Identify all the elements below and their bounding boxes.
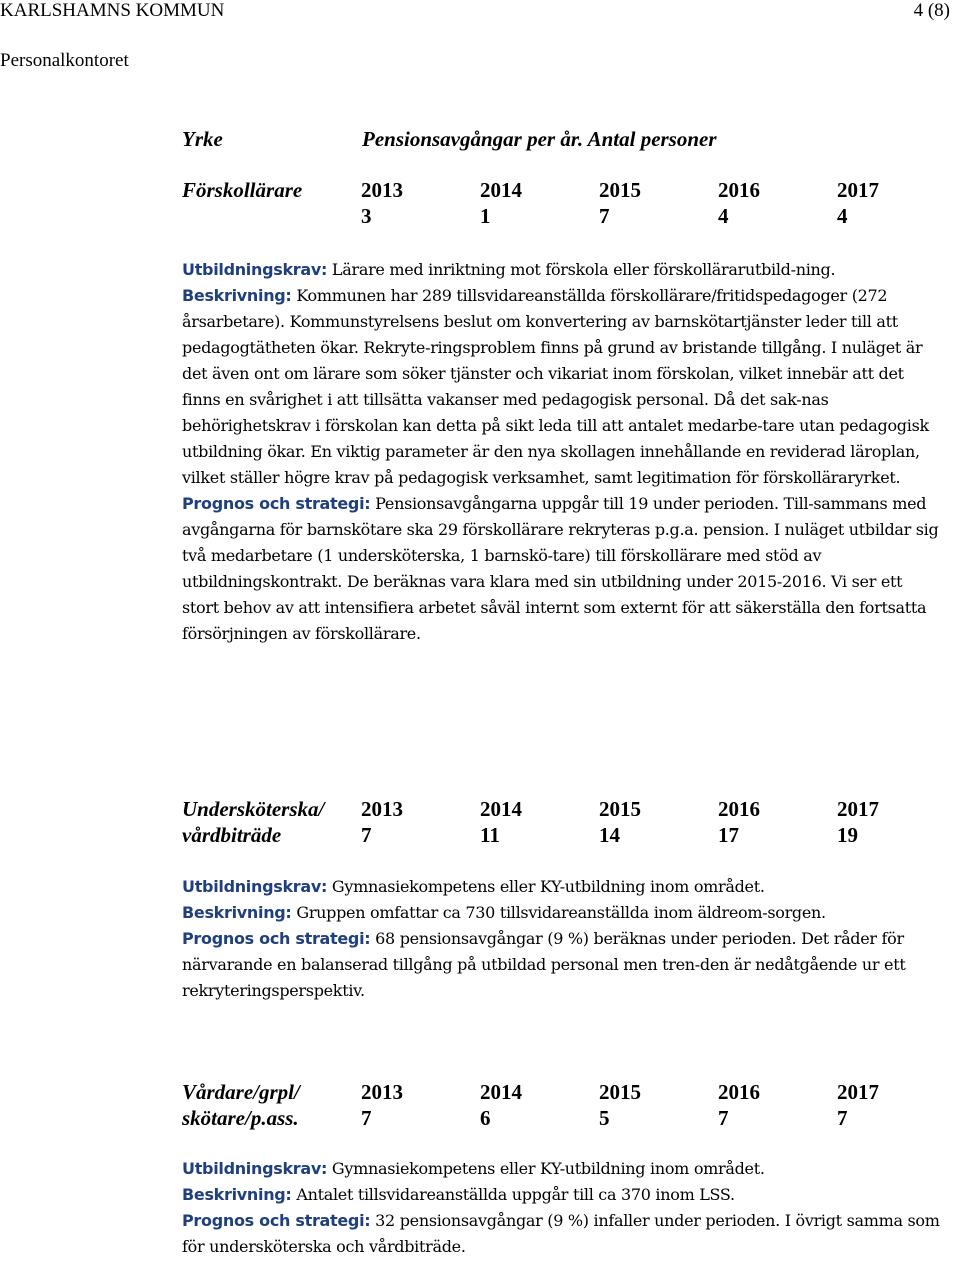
org-name: KARLSHAMNS KOMMUN [0,0,225,21]
section-body [182,1156,942,1260]
count-cell: 11 [480,823,500,847]
year-cell: 2017 [837,797,879,821]
prognos-label: Prognos och strategi: [182,494,371,513]
table-header [182,127,223,151]
beskrivning-label: Beskrivning: [182,286,292,305]
count-cell: 6 [480,1106,491,1130]
year-cell: 2014 [480,178,522,202]
count-cell: 4 [718,204,729,228]
prognos-label: Prognos och strategi: [182,929,371,948]
prognos-paragraph [182,1208,942,1260]
col-pension-label: Pensionsavgångar per år. Antal personer [362,127,717,151]
count-cell: 7 [361,1106,372,1130]
section-body [182,874,942,1004]
utbildningskrav-text: Lärare med inriktning mot förskola eller förskollärarutbild-ning. [327,260,836,279]
beskrivning-text: Gruppen omfattar ca 730 tillsvidareanställda inom äldreom-sorgen. [291,903,826,922]
beskrivning-text: Antalet tillsvidareanställda uppgår till ca 370 inom LSS. [291,1185,735,1204]
beskrivning-paragraph [182,1182,942,1208]
year-cell: 2015 [599,178,641,202]
year-cell: 2013 [361,797,403,821]
role-title: Undersköterska/ [182,797,325,821]
beskrivning-paragraph [182,283,942,491]
count-cell: 3 [361,204,372,228]
year-cell: 2014 [480,1080,522,1104]
beskrivning-paragraph [182,900,942,926]
prognos-label: Prognos och strategi: [182,1211,371,1230]
year-cell: 2015 [599,1080,641,1104]
count-cell: 4 [837,204,848,228]
year-cell: 2017 [837,178,879,202]
count-cell: 7 [718,1106,729,1130]
department: Personalkontoret [0,50,129,71]
year-cell: 2017 [837,1080,879,1104]
prognos-paragraph [182,491,942,647]
utbildningskrav-text: Gymnasiekompetens eller KY-utbildning inom området. [327,877,765,896]
prognos-text: 68 pensionsavgångar (9 %) beräknas under perioden. Det råder för närvarande en balanserad tillgång på utbildad personal men tren-den är nedåtgående ur ett rekryteringsperspektiv. [182,929,906,1000]
year-cell: 2014 [480,797,522,821]
beskrivning-text: Kommunen har 289 tillsvidareanställda förskollärare/fritidspedagoger (272 årsarbetare). Kommunstyrelsens beslut om konvertering av barnskötartjänster leder till att pedagogtätheten ökar. Rekryte-ringsproblem finns på grund av bristande tillgång. I nuläget är det även ont om lärare som söker tjänster och vikariat inom förskolan, vilket innebär att det finns en svårighet i att tillsätta vakanser med pedagogisk personal. Då det sak-nas behörighetskrav i förskolan kan detta på sikt leda till att antalet medarbe-tare utan pedagogisk utbildning ökar. En viktig parameter är den nya skollagen innehållande en reviderad läroplan, vilket ställer högre krav på pedagogisk verksamhet, samt legitimation för förskolläraryrket. [182,286,929,487]
year-cell: 2016 [718,797,760,821]
prognos-text: Pensionsavgångarna uppgår till 19 under perioden. Till-sammans med avgångarna för barnskötare ska 29 förskollärare rekryteras p.g.a. pension. I nuläget utbildar sig två medarbetare (1 undersköterska, 1 barnskö-tare) till förskollärare med stöd av utbildningskontrakt. De beräknas vara klara med sin utbildning under 2015-2016. Vi ser ett stort behov av att intensifiera arbetet såväl internt som externt för att säkerställa den fortsatta försörjningen av förskollärare. [182,494,939,643]
section-body [182,257,942,647]
year-cell: 2013 [361,1080,403,1104]
count-cell: 19 [837,823,858,847]
count-cell: 7 [599,204,610,228]
utbildningskrav-label: Utbildningskrav: [182,260,328,279]
utbildningskrav-label: Utbildningskrav: [182,877,328,896]
year-cell: 2015 [599,797,641,821]
year-cell: 2016 [718,1080,760,1104]
beskrivning-label: Beskrivning: [182,903,292,922]
utbildningskrav-paragraph [182,874,942,900]
page-number: 4 (8) [913,0,950,21]
year-cell: 2013 [361,178,403,202]
beskrivning-label: Beskrivning: [182,1185,292,1204]
prognos-text: 32 pensionsavgångar (9 %) infaller under perioden. I övrigt samma som för undersköterska och vårdbiträde. [182,1211,940,1256]
utbildningskrav-paragraph [182,257,942,283]
role-title: Förskollärare [182,178,303,202]
count-cell: 5 [599,1106,610,1130]
prognos-paragraph [182,926,942,1004]
utbildningskrav-label: Utbildningskrav: [182,1159,328,1178]
year-cell: 2016 [718,178,760,202]
count-cell: 14 [599,823,620,847]
role-title-line2: skötare/p.ass. [182,1106,299,1130]
utbildningskrav-paragraph [182,1156,942,1182]
count-cell: 7 [361,823,372,847]
count-cell: 17 [718,823,739,847]
col-yrke-label: Yrke [182,127,223,151]
count-cell: 7 [837,1106,848,1130]
utbildningskrav-text: Gymnasiekompetens eller KY-utbildning inom området. [327,1159,765,1178]
role-title: Vårdare/grpl/ [182,1080,300,1104]
count-cell: 1 [480,204,491,228]
role-title-line2: vårdbiträde [182,823,282,847]
